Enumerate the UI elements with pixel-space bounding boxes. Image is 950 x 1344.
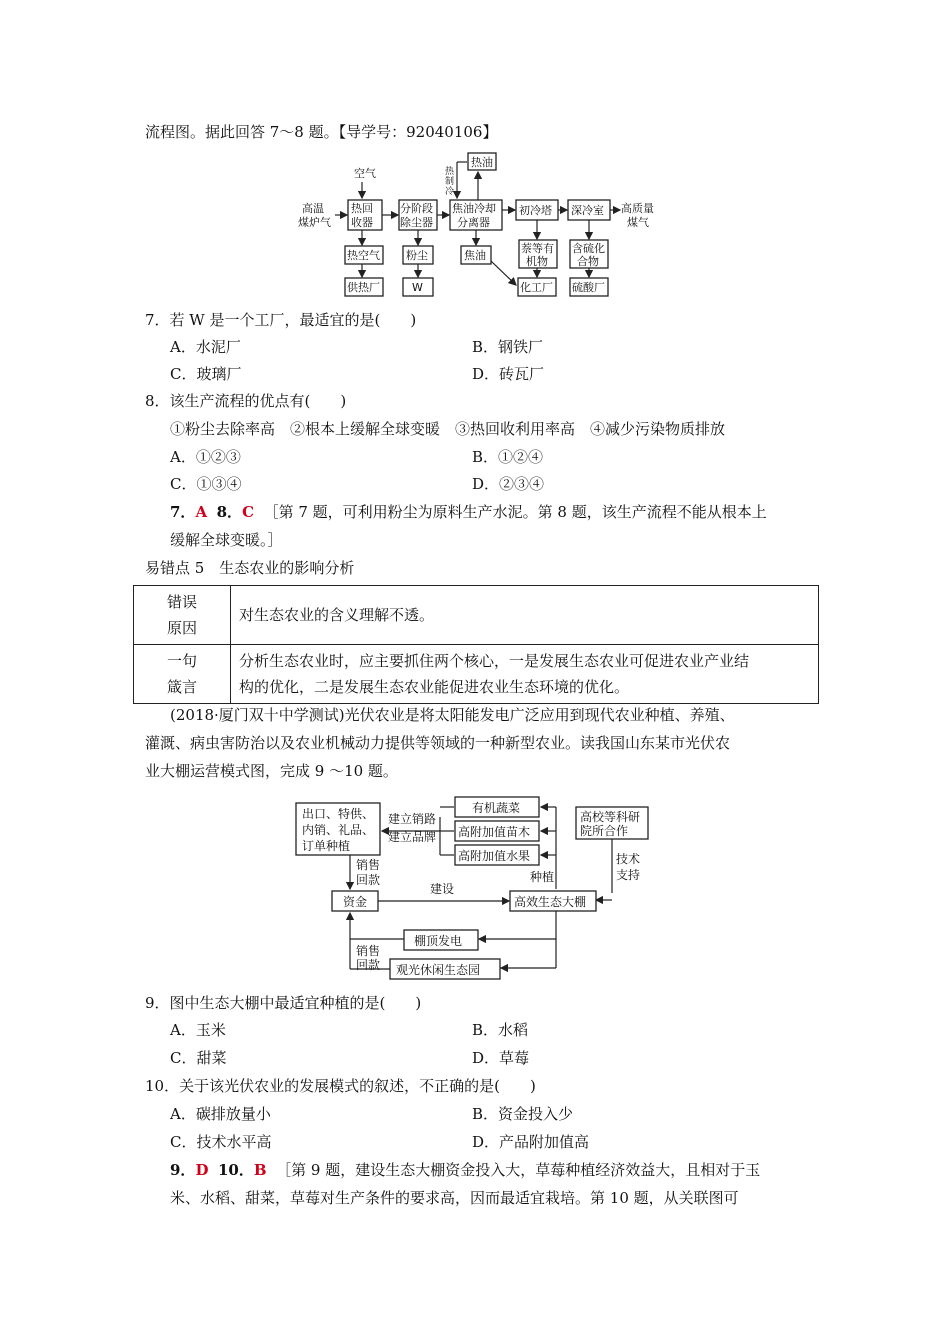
table-value-2-cell [231,645,819,704]
tech-l2: 支持 [616,868,641,882]
q8-stem: 8．该生产流程的优点有( ) [145,392,347,410]
air-label: 空气 [354,167,376,180]
university-l1: 高校等科研 [580,810,641,824]
table-row [134,645,819,704]
veg-label: 有机蔬菜 [472,801,521,815]
q10-option-d[interactable]: D．产品附加值高 [472,1133,590,1151]
table-value-2a: 分析生态农业时，应主要抓住两个核心，一是发展生态农业可促进农业产业结 [239,652,750,670]
table-key-1a: 错误 [166,593,197,611]
output-label-2: 煤气 [627,216,649,229]
fruit-label: 高附加值水果 [458,849,531,863]
market-l1: 出口、特供、 [302,807,375,821]
market-l2: 内销、礼品、 [302,823,375,837]
table-key-2a: 一句 [166,652,197,670]
q10-option-a[interactable]: A．碳排放量小 [170,1105,271,1123]
ans7-letter: A [195,503,208,521]
ans8-number: 8． [216,503,243,521]
initial-cooler-label: 初冷塔 [519,204,552,217]
leisure-label: 观光休闲生态园 [396,963,481,977]
answer-7-8 [170,502,767,522]
q7-option-b[interactable]: B．钢铁厂 [472,338,544,356]
coal-gas-flowchart [290,150,690,300]
acid-plant-label: 硫酸厂 [572,281,605,294]
q8-items: ①粉尘去除率高 ②根本上缓解全球变暖 ③热回收利用率高 ④减少污染物质排放 [170,420,726,438]
sulfur-l1: 含硫化 [572,242,605,255]
greenhouse-label: 高效生态大棚 [514,895,587,909]
table-key-2b: 箴言 [166,678,197,696]
q8-option-a[interactable]: A．①②③ [170,448,241,466]
roof-power-label: 棚顶发电 [414,934,463,948]
heat-recovery-l1: 热回 [351,202,373,215]
hot-oil-label: 热油 [471,156,493,169]
answer-9-10 [170,1160,760,1180]
table-key-1b: 原因 [166,619,197,637]
build-channel-label: 建立销路 [388,812,437,826]
guide-number: 【导学号：92040106】 [338,123,498,141]
naphthalene-l1: 萘等有 [521,242,554,255]
sulfur-l2: 合物 [577,255,599,268]
dust-collector-l2: 除尘器 [400,216,433,229]
q7-stem: 7．若 W 是一个工厂，最适宜的是( ) [145,311,417,329]
q7-option-d[interactable]: D．砖瓦厂 [472,365,545,383]
q7-option-c[interactable]: C．玻璃厂 [170,365,242,383]
w-label: W [412,281,423,294]
pv-agriculture-diagram [290,793,660,983]
input-label-2: 煤炉气 [298,216,331,229]
passage-line-2: 灌溉、病虫害防治以及农业机械动力提供等领域的一种新型农业。读我国山东某市光伏农 [145,734,731,752]
heat-recovery-l2: 收器 [351,216,373,229]
ans8-letter: C [242,503,255,521]
q9-option-d[interactable]: D．草莓 [472,1049,530,1067]
input-label-1: 高温 [302,202,324,215]
plant-label: 种植 [530,870,555,884]
intro-text: 流程图。据此回答 7～8 题。 [145,123,339,141]
hot-air-label: 热空气 [347,249,380,262]
q10-option-c[interactable]: C．技术水平高 [170,1133,272,1151]
sales-return2-l2: 回款 [356,958,381,972]
q7-option-a[interactable]: A．水泥厂 [170,338,241,356]
table-value-2b: 构的优化，二是发展生态农业能促进农业生态环境的优化。 [239,678,630,696]
naphthalene-l2: 机物 [526,255,548,268]
output-label-1: 高质量 [621,202,654,215]
ans9-letter: D [195,1161,209,1179]
tar-separator-l1: 焦油冷却 [452,202,496,215]
q8-option-c[interactable]: C．①③④ [170,475,242,493]
q9-stem: 9．图中生态大棚中最适宜种植的是( ) [145,994,422,1012]
table-row [134,586,819,645]
build-brand-label: 建立品牌 [388,830,437,844]
build-label: 建设 [430,882,455,896]
error-table [133,585,819,704]
q10-stem: 10．关于该光伏农业的发展模式的叙述，不正确的是( ) [145,1077,536,1095]
table-value-1: 对生态农业的含义理解不透。 [231,586,819,645]
ans910-explain-2: 米、水稻、甜菜，草莓对生产条件的要求高，因而最适宜栽培。第 10 题，从关联图可 [170,1189,739,1207]
deep-cooler-label: 深冷室 [571,204,604,217]
ans10-number: 10． [218,1161,254,1179]
ans7-number: 7． [170,503,196,521]
q8-option-d[interactable]: D．②③④ [472,475,545,493]
seedling-label: 高附加值苗木 [458,825,531,839]
ans910-explain-1: ［第 9 题，建设生态大棚资金投入大，草莓种植经济效益大，且相对于玉 [276,1161,761,1179]
tar-label: 焦油 [464,249,486,262]
hot-oil-note-3: 冷 [445,187,455,197]
passage-line-3: 业大棚运营模式图，完成 9 ～10 题。 [145,762,398,780]
hot-oil-note-2: 制 [445,177,455,187]
university-l2: 院所合作 [580,824,629,838]
tar-separator-l2: 分离器 [457,216,490,229]
ans78-explain-1: ［第 7 题，可利用粉尘为原料生产水泥。第 8 题，该生产流程不能从根本上 [263,503,767,521]
heat-plant-label: 供热厂 [347,281,380,294]
passage-line-1: (2018·厦门双十中学测试)光伏农业是将太阳能发电广泛应用到现代农业种植、养殖、 [170,706,735,724]
chem-plant-label: 化工厂 [520,281,553,294]
q9-option-c[interactable]: C．甜菜 [170,1049,227,1067]
intro-line [145,122,497,142]
capital-label: 资金 [343,895,368,909]
market-l3: 订单种植 [302,839,351,853]
ans9-number: 9． [170,1161,196,1179]
sales-return-l1: 销售 [356,858,381,872]
section-heading: 易错点 5 生态农业的影响分析 [145,559,355,577]
ans10-letter: B [253,1161,267,1179]
powder-label: 粉尘 [406,249,428,262]
tech-l1: 技术 [616,852,641,866]
sales-return-l2: 回款 [356,873,381,887]
q9-option-a[interactable]: A．玉米 [170,1021,226,1039]
q8-option-b[interactable]: B．①②④ [472,448,544,466]
hot-oil-note-1: 热 [445,167,455,177]
table-key-cell [134,645,231,704]
q9-option-b[interactable]: B．水稻 [472,1021,529,1039]
q10-option-b[interactable]: B．资金投入少 [472,1105,574,1123]
ans78-explain-2: 缓解全球变暖。］ [170,531,283,549]
sales-return2-l1: 销售 [356,944,381,958]
dust-collector-l1: 分阶段 [400,202,433,215]
table-key-cell [134,586,231,645]
